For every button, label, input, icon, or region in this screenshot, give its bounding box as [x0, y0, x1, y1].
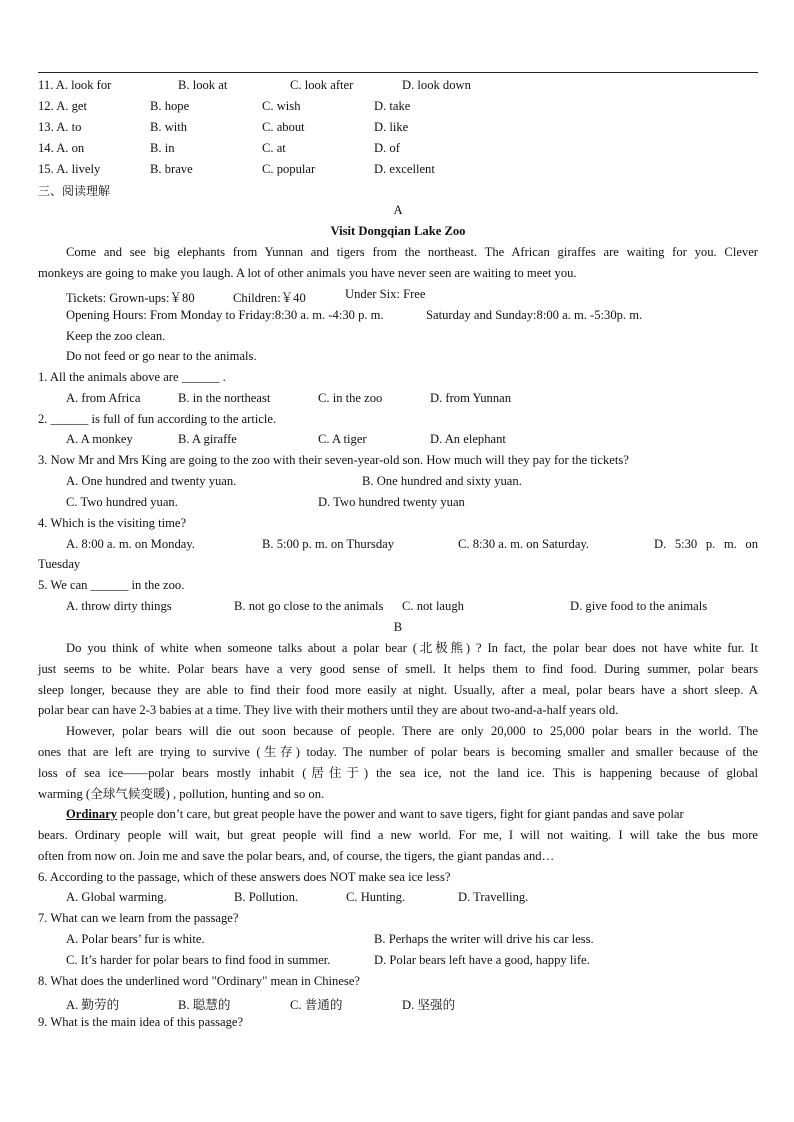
- choice-c: C. It’s harder for polar bears to find food in summer.: [66, 953, 331, 967]
- option-c: C. about: [262, 120, 305, 134]
- option-d: D. look down: [402, 78, 471, 92]
- option-c: C. wish: [262, 99, 301, 113]
- question: 8. What does the underlined word "Ordinary" mean in Chinese?: [38, 974, 361, 988]
- option-a: 15. A. lively: [38, 162, 101, 176]
- tickets-under-six: Under Six: Free: [345, 287, 426, 301]
- passage-b-paragraph-line: just seems to be white. Polar bears have a very good sense of smell. It helps them to find food. During summer, polar bears: [38, 662, 758, 676]
- choice-a: A. A monkey: [66, 432, 133, 446]
- passage-a-letter: A: [393, 203, 403, 217]
- option-c: C. at: [262, 141, 286, 155]
- passage-b-paragraph-line: sleep longer, because they are able to find their food more easily at night. Usually, after a meal, polar bears have a short sleep. A: [38, 683, 758, 697]
- choice-d: D. give food to the animals: [570, 599, 708, 613]
- choice-d-continued: Tuesday: [38, 557, 81, 571]
- passage-b-paragraph-line: warming (全球气候变暖) , pollution, hunting and so on.: [38, 787, 325, 801]
- choice-b: B. Pollution.: [234, 890, 299, 904]
- underlined-word: Ordinary: [66, 807, 118, 821]
- option-c: C. popular: [262, 162, 316, 176]
- option-a: 11. A. look for: [38, 78, 112, 92]
- choice-d: D. An elephant: [430, 432, 506, 446]
- choice-a: A. One hundred and twenty yuan.: [66, 474, 237, 488]
- choice-b: B. A giraffe: [178, 432, 237, 446]
- choice-b: B. 聪慧的: [178, 998, 231, 1012]
- option-b: B. with: [150, 120, 188, 134]
- passage-b-paragraph-line: polar bear can have 2-3 babies at a time. They live with their mothers until they are about two-and-a-half years old.: [38, 703, 619, 717]
- option-b: B. in: [150, 141, 175, 155]
- choice-d: D. Polar bears left have a good, happy life.: [374, 953, 590, 967]
- choice-c: C. Hunting.: [346, 890, 406, 904]
- option-d: D. like: [374, 120, 409, 134]
- line-rest: people don’t care, but great people have the power and want to save tigers, fight for giant pandas and save polar: [117, 807, 684, 821]
- question: 7. What can we learn from the passage?: [38, 911, 239, 925]
- choice-d: D. 坚强的: [402, 998, 456, 1012]
- choice-c: C. not laugh: [402, 599, 464, 613]
- choice-c: C. A tiger: [318, 432, 367, 446]
- option-c: C. look after: [290, 78, 354, 92]
- option-b: B. hope: [150, 99, 190, 113]
- passage-b-paragraph-line: often from now on. Join me and save the polar bears, and, of course, the tigers, the giant pandas and…: [38, 849, 555, 863]
- passage-a-paragraph-line: monkeys are going to make you laugh. A lot of other animals you have never seen are waiting to meet you.: [38, 266, 577, 280]
- tickets-adult: Tickets: Grown-ups:￥80: [66, 291, 195, 305]
- passage-b-paragraph-line: bears. Ordinary people will wait, but great people will find a new world. For me, I will not waiting. I will take the bus more: [38, 828, 758, 842]
- option-a: 14. A. on: [38, 141, 85, 155]
- zoo-rule: Keep the zoo clean.: [66, 329, 166, 343]
- question: 9. What is the main idea of this passage?: [38, 1015, 244, 1029]
- question: 3. Now Mr and Mrs King are going to the zoo with their seven-year-old son. How much will they pay for the tickets?: [38, 453, 629, 467]
- option-d: D. of: [374, 141, 400, 155]
- choice-b: B. Perhaps the writer will drive his car less.: [374, 932, 594, 946]
- choice-c: C. Two hundred yuan.: [66, 495, 178, 509]
- choice-a: A. 8:00 a. m. on Monday.: [66, 537, 195, 551]
- question: 1. All the animals above are ______ .: [38, 370, 226, 384]
- passage-b-paragraph-line: ones that are left are trying to survive (生存) today. The number of polar bears is becoming smaller and smaller because of the: [38, 745, 758, 759]
- question: 6. According to the passage, which of these answers does NOT make sea ice less?: [38, 870, 451, 884]
- passage-b-paragraph-line: [66, 807, 758, 821]
- choice-b: B. One hundred and sixty yuan.: [362, 474, 522, 488]
- section-heading: 三、阅读理解: [38, 184, 111, 198]
- option-a: 12. A. get: [38, 99, 87, 113]
- option-d: D. excellent: [374, 162, 435, 176]
- hours-weekend: Saturday and Sunday:8:00 a. m. -5:30p. m.: [426, 308, 643, 322]
- question: 5. We can ______ in the zoo.: [38, 578, 185, 592]
- top-rule: [38, 72, 758, 73]
- zoo-rule: Do not feed or go near to the animals.: [66, 349, 257, 363]
- passage-a-title: Visit Dongqian Lake Zoo: [330, 224, 466, 238]
- tickets-children: Children:￥40: [233, 291, 306, 305]
- choice-b: B. in the northeast: [178, 391, 271, 405]
- choice-a: A. from Africa: [66, 391, 141, 405]
- choice-d: D. Two hundred twenty yuan: [318, 495, 465, 509]
- option-d: D. take: [374, 99, 411, 113]
- passage-b-paragraph-line: However, polar bears will die out soon because of people. There are only 20,000 to 25,000 polar bears in the world. The: [66, 724, 758, 738]
- choice-a: A. throw dirty things: [66, 599, 172, 613]
- passage-a-paragraph-line: Come and see big elephants from Yunnan and tigers from the northeast. The African giraffes are waiting for you. Clever: [66, 245, 758, 259]
- choice-a: A. Global warming.: [66, 890, 167, 904]
- choice-c: C. in the zoo: [318, 391, 383, 405]
- choice-c: C. 普通的: [290, 998, 343, 1012]
- passage-b-paragraph-line: loss of sea ice——polar bears mostly inhabit (居住于) the sea ice, not the land ice. This is happening because of global: [38, 766, 758, 780]
- choice-b: B. not go close to the animals: [234, 599, 384, 613]
- passage-b-paragraph-line: Do you think of white when someone talks about a polar bear (北极熊) ? In fact, the polar bear does not have white fur. It: [66, 641, 758, 655]
- choice-a: A. Polar bears’ fur is white.: [66, 932, 205, 946]
- choice-b: B. 5:00 p. m. on Thursday: [262, 537, 395, 551]
- choice-d: D. Travelling.: [458, 890, 529, 904]
- choice-d: D. from Yunnan: [430, 391, 512, 405]
- passage-b-letter: B: [393, 620, 403, 634]
- question: 2. ______ is full of fun according to the article.: [38, 412, 277, 426]
- option-b: B. brave: [150, 162, 193, 176]
- hours-weekday: Opening Hours: From Monday to Friday:8:30 a. m. -4:30 p. m.: [66, 308, 384, 322]
- option-a: 13. A. to: [38, 120, 82, 134]
- question: 4. Which is the visiting time?: [38, 516, 187, 530]
- option-b: B. look at: [178, 78, 228, 92]
- choice-d: D. 5:30 p. m. on: [654, 537, 758, 551]
- choice-c: C. 8:30 a. m. on Saturday.: [458, 537, 590, 551]
- choice-a: A. 勤劳的: [66, 998, 120, 1012]
